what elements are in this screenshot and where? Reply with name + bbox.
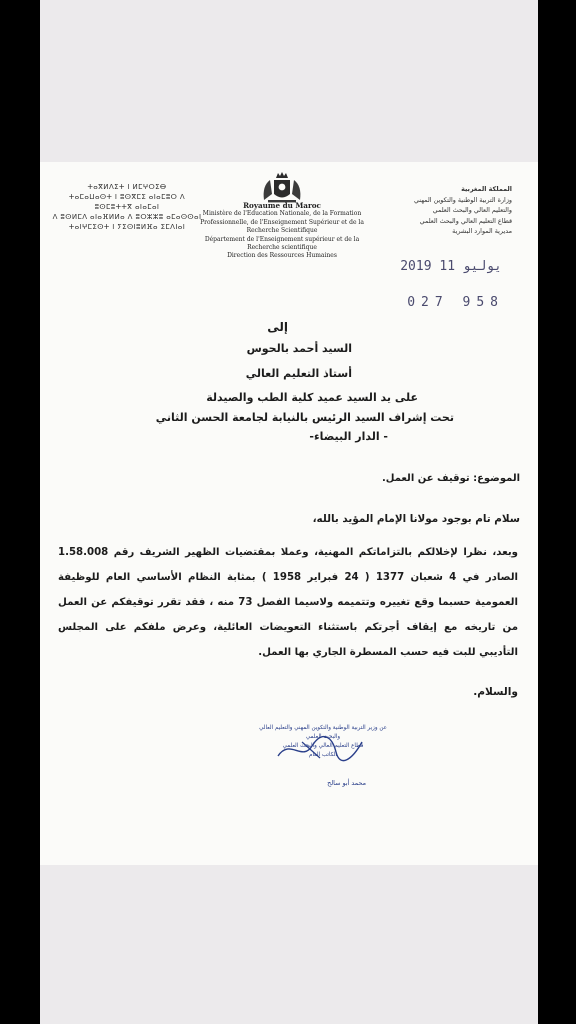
recipient-title: أستاذ التعليم العالي [245, 367, 352, 380]
ministry-line: Ministère de l'Education Nationale, de la Formation [202, 210, 362, 218]
department-line: Département de l'Enseignement supérieur et de la Recherche scientifique [204, 235, 360, 252]
ar-header-line: مديرية الموارد البشرية [452, 227, 512, 235]
kingdom-name: Royaume du Maroc [243, 201, 321, 210]
royal-crest-icon [260, 170, 304, 204]
reference-number: 027 958 [407, 295, 504, 310]
letter-body: وبعد، نظرا لإخلالكم بالتزاماتكم المهنية، وعملا بمقتضيات الظهير الشريف رقم 1.58.008 الصادر في 4 شعبان 1377 ( 24 فبراير 1958 ) بمثابة النظام الأساسي العام للوظيفة العمومية حسبما وقع تغييره وتتميمه ولاسيما الفصل 73 منه ، فقد تقرر توقيفكم عن العمل من تاريخه مع إيقاف أجرتكم باستثناء التعويضات العائلية، وعرض ملفكم على المجلس التأديبي للبت فيه حسب المسطرة الجاري بها العمل. [58, 547, 519, 658]
recipient-city: - الدار البيضاء- [309, 430, 388, 443]
ministry-line: Professionnelle, de l'Enseignement Supérieur et de la [200, 218, 364, 226]
stamp-line: عن وزير التربية الوطنية والتكوين المهني والتعليم العالي [259, 725, 387, 731]
french-header [190, 202, 374, 261]
recipient-supervision: تحت إشراف السيد الرئيس بالنيابة لجامعة الحسن الثاني [155, 411, 454, 424]
tifinagh-line: ⵜⴰⵏⵖⵎⵉⵙⵜ ⵏ ⵢⵉⵙⵏⵓⵍⴼⴰ ⵉⵎⴷⵏⴰⵏ [68, 223, 186, 231]
arabic-header [400, 184, 512, 237]
bottom-margin [40, 865, 538, 1024]
closing: والسلام. [473, 686, 518, 698]
stamp-line: الكاتب العام [308, 752, 337, 758]
tifinagh-line: ⴷ ⵓⵙⵍⵎⴷ ⴰⵏⴰⴼⵍⵍⴰ ⴷ ⵓⵔⵣⵣⵓ ⴰⵎⴰⵙⵙⴰⵏ [52, 213, 202, 221]
ar-header-line: والتعليم العالي والبحث العلمي [432, 206, 512, 214]
recipient-to: إلى [267, 320, 288, 334]
left-border [0, 0, 40, 1024]
stamp-line: قطاع التعليم العالي والبحث العلمي [282, 743, 364, 749]
date-stamp: 2019 يوليو 11 [400, 259, 502, 274]
ar-header-line: وزارة التربية الوطنية والتكوين المهني [413, 195, 512, 204]
document-page [40, 162, 538, 865]
recipient-via: على يد السيد عميد كلية الطب والصيدلة [206, 391, 418, 404]
tifinagh-header [52, 182, 202, 232]
direction-line: Direction des Ressources Humaines [227, 252, 337, 260]
ar-header-line: قطاع التعليم العالي والبحث العلمي [419, 216, 512, 225]
top-margin [40, 0, 538, 162]
greeting: سلام تام بوجود مولانا الإمام المؤيد بالله، [312, 513, 520, 525]
subject-line: الموضوع: توقيف عن العمل. [381, 473, 520, 484]
handwritten-signature-icon [272, 734, 368, 764]
ministry-line: Recherche Scientifique [246, 227, 318, 235]
right-border [538, 0, 576, 1024]
recipient-name: السيد أحمد بالحوس [246, 342, 352, 355]
tifinagh-line: ⵜⴰⵎⴰⵡⴰⵙⵜ ⵏ ⵓⵙⴳⵎⵉ ⴰⵏⴰⵎⵓⵔ ⴷ ⵓⵙⵎⵓⵜⵜⴳ ⴰⵏⴰⵎⴰⵏ [68, 193, 186, 211]
stamp-line: والبحث العلمي [305, 734, 341, 740]
ar-header-line: المملكة المغربية [461, 185, 512, 193]
signer-name: محمد أبو سالح [327, 779, 366, 787]
tifinagh-line: ⵜⴰⴳⵍⴷⵉⵜ ⵏ ⵍⵎⵖⵔⵉⴱ [87, 183, 167, 191]
